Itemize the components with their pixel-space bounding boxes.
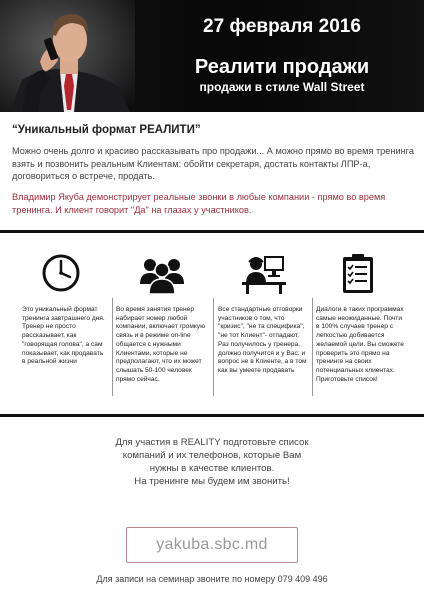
cta-line: нужны в качестве клиентов. [149, 463, 275, 474]
column-divider [213, 298, 214, 396]
call-to-action [90, 436, 334, 488]
contact-footer: Для записи на семинар звоните по номеру 079 409 496 [96, 574, 328, 584]
intro-paragraph: Можно очень долго и красиво рассказывать про продажи... А можно прямо во время тренинга взять и позвонить реальным Клиентам: обойти секретаря, достать контакты ЛПР-а, договориться о встрече, продать. [12, 146, 414, 181]
call-center-icon [242, 252, 286, 294]
cta-line: На тренинге мы будем им звонить! [134, 476, 290, 487]
cta-line: компаний и их телефонов, которые Вам [122, 450, 302, 461]
section-title: “Уникальный формат РЕАЛИТИ” [12, 124, 201, 136]
column-divider [112, 298, 113, 396]
event-subtitle: продажи в стиле Wall Street [199, 80, 365, 94]
checklist-icon [340, 252, 376, 294]
feature-text-dialogs: Диалоги в таких программах самые неожиданные. Почти в 100% случаев тренер с легкостью добивается желаемой цели. Вы сможете проверить это прямо на тренинге на своих потенциальных клиентах. Приготовьте список! [316, 306, 404, 383]
clock-icon [40, 252, 82, 294]
group-icon [138, 252, 186, 294]
feature-text-objections: Все стандартные отговорки участников о том, что "кризис", "не та специфика", "не тот Клиент"- отпадают. Раз получилось у тренера, должно получится и у Вас: и вопрос не в Клиенте, а в том как вы умеете продавать [218, 306, 307, 374]
speaker-photo [0, 0, 135, 112]
website-link[interactable]: yakuba.sbc.md [126, 527, 298, 563]
divider-bottom [0, 414, 424, 417]
cta-line: Для участия в REALITY подготовьте список [115, 437, 309, 448]
feature-text-calls: Во время занятия тренер набирает номер любой компании, включает громкую связь и в режиме on-line общается с нужными Клиентами, которые не предполагают, что их может слышать 50-100 человек прямо сейчас. [116, 306, 206, 383]
event-title: Реалити продажи [194, 56, 370, 78]
intro-highlight: Владимир Якуба демонстрирует реальные звонки в любые компании - прямо во время тренинга. И клиент говорит "Да" на глазах у участников. [12, 192, 386, 215]
feature-text-format: Это уникальный формат тренинга завтрашнего дня. Тренер не просто рассказывает, как "говорящая голова", а сам показывает, как продавать в реальной жизни [22, 306, 105, 366]
event-date: 27 февраля 2016 [203, 16, 361, 37]
column-divider [312, 298, 313, 396]
header-banner [0, 0, 424, 112]
divider-top [0, 230, 424, 233]
